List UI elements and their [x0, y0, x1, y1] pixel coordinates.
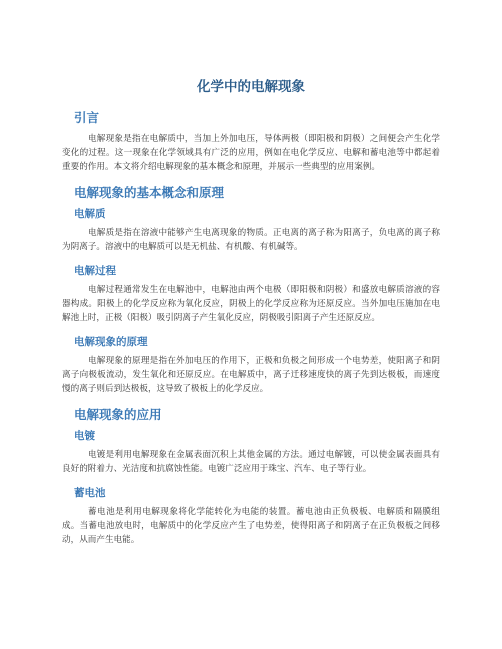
section-heading-applications: 电解现象的应用: [74, 407, 162, 422]
section-heading-basics: 电解现象的基本概念和原理: [74, 185, 225, 200]
subsection-heading-plating: 电镀: [74, 430, 95, 442]
paragraph-battery: 蓄电池是利用电解现象将化学能转化为电能的装置。蓄电池由正负极板、电解质和隔膜组成。当蓄电池放电时，电解质中的化学反应产生了电势差，使得阳离子和阴离子在正负极板之间移动，从而产生电能。: [62, 507, 440, 545]
subsection-heading-process: 电解过程: [74, 265, 116, 277]
paragraph-intro: 电解现象是指在电解质中，当加上外加电压，导体两极（即阳极和阴极）之间便会产生化学变化的过程。这一现象在化学领域具有广泛的应用，例如在电化学反应、电解和蓄电池等中都起着重要的作用。本文将介绍电解现象的基本概念和原理，并展示一些典型的应用案例。: [62, 134, 440, 172]
paragraph-electrolyte: 电解质是指在溶液中能够产生电离现象的物质。正电离的离子称为阳离子，负电离的离子称为阴离子。溶液中的电解质可以是无机盐、有机酸、有机碱等。: [62, 228, 440, 252]
paragraph-principle: 电解现象的原理是指在外加电压的作用下，正极和负极之间形成一个电势差，使阳离子和阴离子向极板流动，发生氧化和还原反应。在电解质中，离子迁移速度快的离子先到达极板，而速度慢的离子则后到达极板，这导致了极板上的化学反应。: [62, 356, 440, 394]
paragraph-process: 电解过程通常发生在电解池中，电解池由两个电极（即阳极和阴极）和盛放电解质溶液的容器构成。阳极上的化学反应称为氧化反应，阴极上的化学反应称为还原反应。当外加电压施加在电解池上时，正极（阳极）吸引阴离子产生氧化反应，阴极吸引阳离子产生还原反应。: [62, 285, 440, 323]
subsection-heading-principle: 电解现象的原理: [74, 336, 148, 348]
subsection-heading-battery: 蓄电池: [74, 487, 106, 499]
subsection-heading-electrolyte: 电解质: [74, 208, 106, 220]
paragraph-plating: 电镀是利用电解现象在金属表面沉积上其他金属的方法。通过电解镀，可以使金属表面具有良好的附着力、光洁度和抗腐蚀性能。电镀广泛应用于珠宝、汽车、电子等行业。: [62, 450, 440, 474]
document-title: 化学中的电解现象: [197, 79, 305, 95]
section-heading-intro: 引言: [74, 110, 100, 125]
